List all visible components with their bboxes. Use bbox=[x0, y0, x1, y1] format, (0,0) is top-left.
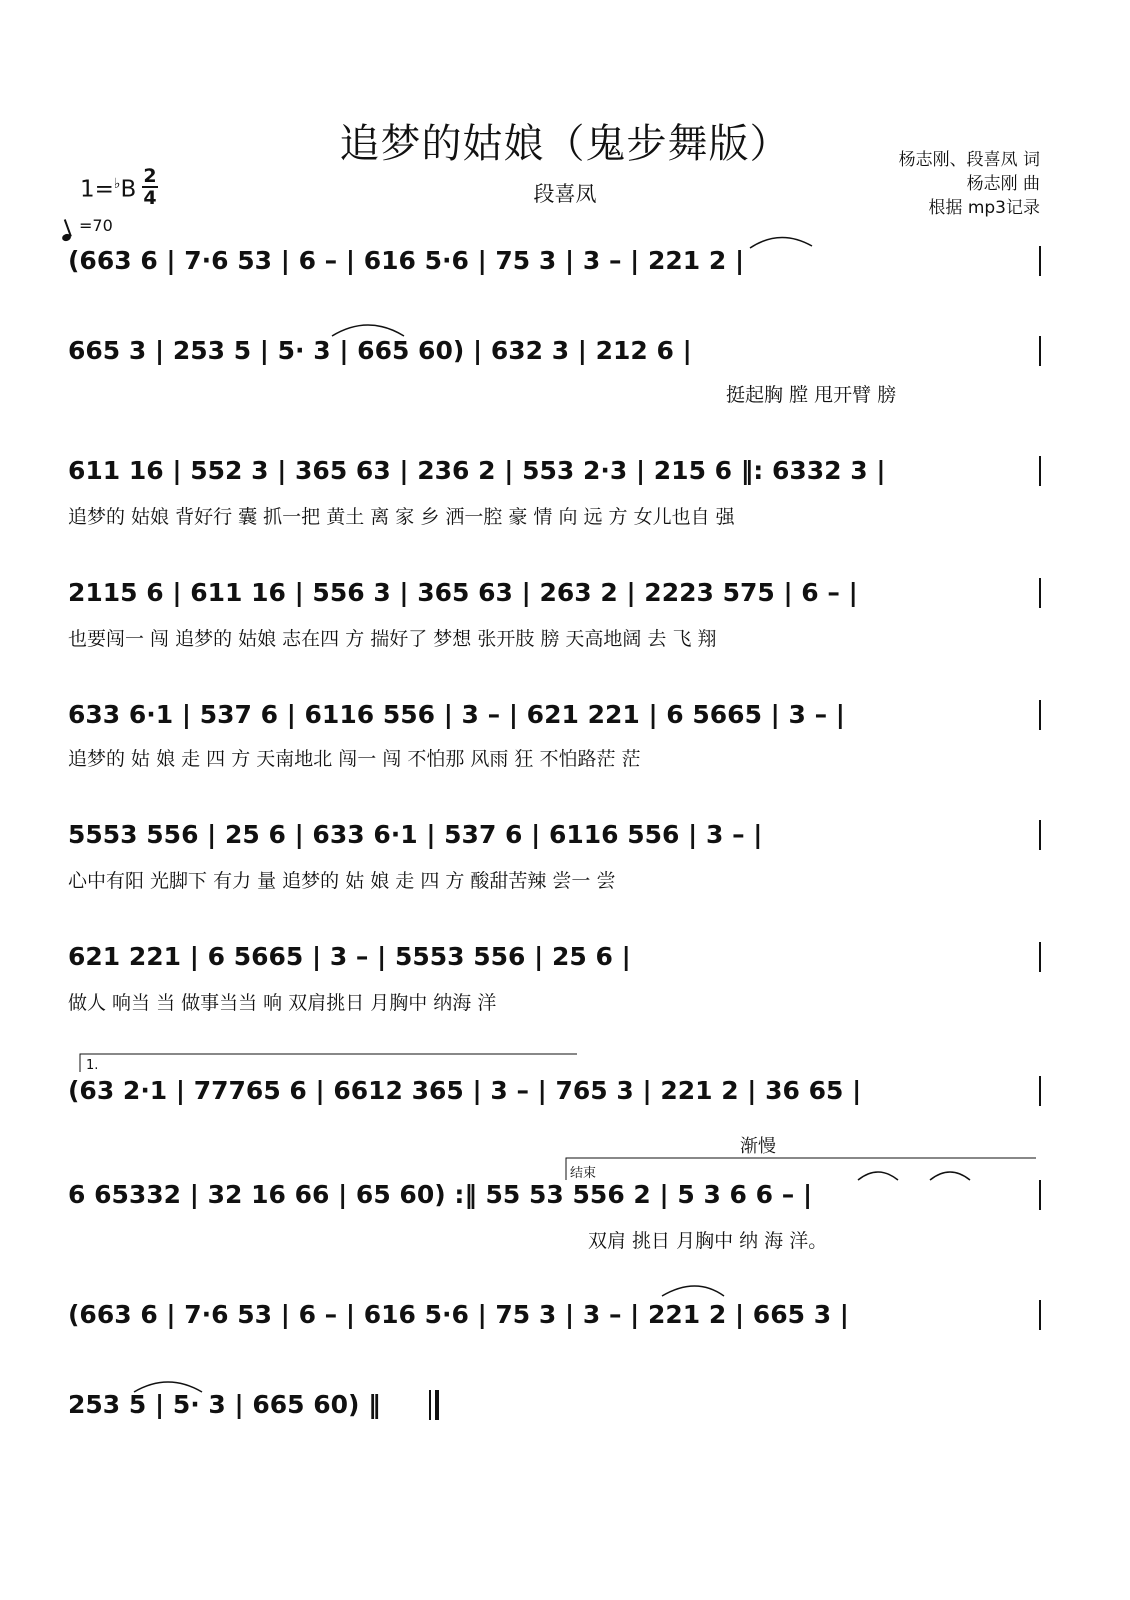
lyrics-line: 双肩 挑日 月胸中 纳 海 洋。 bbox=[588, 1230, 828, 1252]
lyrics-line: 做人 响当 当 做事当当 响 双肩挑日 月胸中 纳海 洋 bbox=[68, 992, 497, 1014]
source-note: 根据 mp3记录 bbox=[928, 198, 1040, 218]
lyricist-credit: 杨志刚、段喜凤 词 bbox=[898, 150, 1040, 170]
notation-line: (63 2·1 | 77765 6 | 6612 365 | 3 – | 765 3 | 221 2 | 36 65 | bbox=[68, 1076, 862, 1105]
song-title: 追梦的姑娘（鬼步舞版） bbox=[339, 121, 791, 167]
quarter-note-icon bbox=[61, 233, 72, 243]
composer-credit: 杨志刚 曲 bbox=[966, 174, 1040, 194]
notation-line: (663 6 | 7·6 53 | 6 – | 616 5·6 | 75 3 | 3 – | 221 2 | bbox=[68, 246, 745, 275]
notation-line: 611 16 | 552 3 | 365 63 | 236 2 | 553 2·3 | 215 6 ‖: 6332 3 | bbox=[68, 456, 886, 485]
lyrics-line: 也要闯一 闯 追梦的 姑娘 志在四 方 揣好了 梦想 张开肢 膀 天高地阔 去 飞 翔 bbox=[68, 628, 717, 650]
tempo-mark: =70 bbox=[62, 216, 113, 235]
volta-label: 1. bbox=[86, 1058, 99, 1073]
credits bbox=[899, 148, 1040, 220]
notation-line: (663 6 | 7·6 53 | 6 – | 616 5·6 | 75 3 | 3 – | 221 2 | 665 3 | bbox=[68, 1300, 849, 1329]
time-signature: 2 4 bbox=[143, 165, 157, 209]
notation-line: 665 3 | 253 5 | 5· 3 | 665 60) | 632 3 | 212 6 | bbox=[68, 336, 692, 365]
lyrics-line: 挺起胸 膛 甩开臂 膀 bbox=[726, 384, 897, 406]
lyrics-line: 追梦的 姑娘 背好行 囊 抓一把 黄土 离 家 乡 洒一腔 豪 情 向 远 方 女儿也自 强 bbox=[68, 506, 735, 528]
notation-line: 253 5 | 5· 3 | 665 60) ‖ bbox=[68, 1390, 381, 1419]
singer-name: 段喜凤 bbox=[533, 182, 597, 206]
notation-line: 6 65332 | 32 16 66 | 65 60) :‖ 55 53 556 2 | 5 3 6 6 – | bbox=[68, 1180, 813, 1209]
lyrics-line: 追梦的 姑 娘 走 四 方 天南地北 闯一 闯 不怕那 风雨 狂 不怕路茫 茫 bbox=[68, 748, 641, 770]
notation-line: 621 221 | 6 5665 | 3 – | 5553 556 | 25 6 | bbox=[68, 942, 631, 971]
ending-label: 结束 bbox=[570, 1166, 597, 1181]
notation-line: 2115 6 | 611 16 | 556 3 | 365 63 | 263 2 | 2223 575 | 6 – | bbox=[68, 578, 858, 607]
flat-symbol: ♭ bbox=[113, 176, 121, 192]
notation-line: 5553 556 | 25 6 | 633 6·1 | 537 6 | 6116 556 | 3 – | bbox=[68, 820, 763, 849]
notation-line: 633 6·1 | 537 6 | 6116 556 | 3 – | 621 221 | 6 5665 | 3 – | bbox=[68, 700, 845, 729]
key-signature: 1=♭B bbox=[80, 176, 137, 203]
tempo-change-mark: 渐慢 bbox=[740, 1136, 776, 1157]
lyrics-line: 心中有阳 光脚下 有力 量 追梦的 姑 娘 走 四 方 酸甜苦辣 尝一 尝 bbox=[68, 870, 616, 892]
